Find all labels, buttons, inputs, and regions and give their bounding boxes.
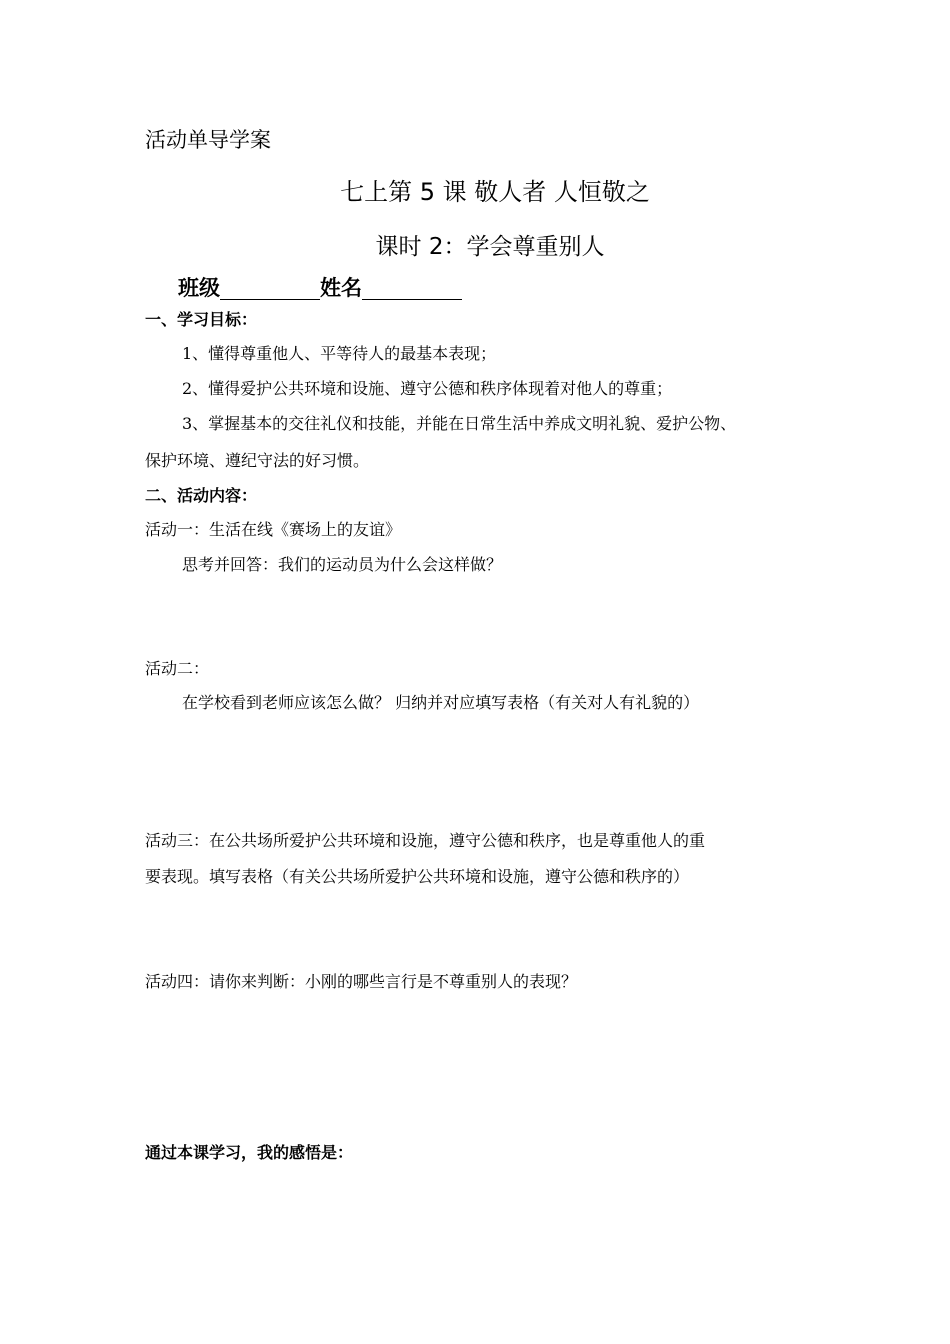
reflection-label: 通过本课学习，我的感悟是： — [145, 1143, 354, 1162]
activity-3-line-1: 活动三：在公共场所爱护公共环境和设施，遵守公德和秩序，也是尊重他人的重 — [145, 831, 706, 850]
activity-1-title: 活动一：生活在线《赛场上的友谊》 — [145, 520, 402, 539]
student-info-row — [178, 272, 462, 302]
activity-2-title: 活动二： — [145, 659, 210, 678]
activity-3-line-2: 要表现。填写表格（有关公共场所爱护公共环境和设施，遵守公德和秩序的） — [145, 867, 690, 886]
objectives-heading: 一、学习目标： — [145, 310, 258, 329]
activity-2-prompt: 在学校看到老师应该怎么做？ 归纳并对应填写表格（有关对人有礼貌的） — [182, 693, 700, 712]
activity-1-prompt: 思考并回答：我们的运动员为什么会这样做？ — [182, 555, 503, 574]
class-blank[interactable] — [220, 277, 320, 300]
activity-4-title: 活动四：请你来判断：小刚的哪些言行是不尊重别人的表现？ — [145, 972, 578, 991]
name-label: 姓名 — [320, 276, 362, 300]
activities-heading: 二、活动内容： — [145, 486, 258, 505]
lesson-subtitle: 课时 2：学会尊重别人 — [375, 234, 605, 260]
document-label: 活动单导学案 — [145, 128, 271, 152]
objective-item-3: 3、掌握基本的交往礼仪和技能，并能在日常生活中养成文明礼貌、爱护公物、 — [182, 414, 737, 433]
objective-item-3-continued: 保护环境、遵纪守法的好习惯。 — [145, 451, 370, 470]
class-label: 班级 — [178, 276, 220, 300]
lesson-title: 七上第 5 课 敬人者 人恒敬之 — [340, 178, 650, 206]
objective-item-2: 2、懂得爱护公共环境和设施、遵守公德和秩序体现着对他人的尊重； — [182, 379, 673, 398]
objective-item-1: 1、懂得尊重他人、平等待人的最基本表现； — [182, 344, 497, 363]
name-blank[interactable] — [362, 277, 462, 300]
